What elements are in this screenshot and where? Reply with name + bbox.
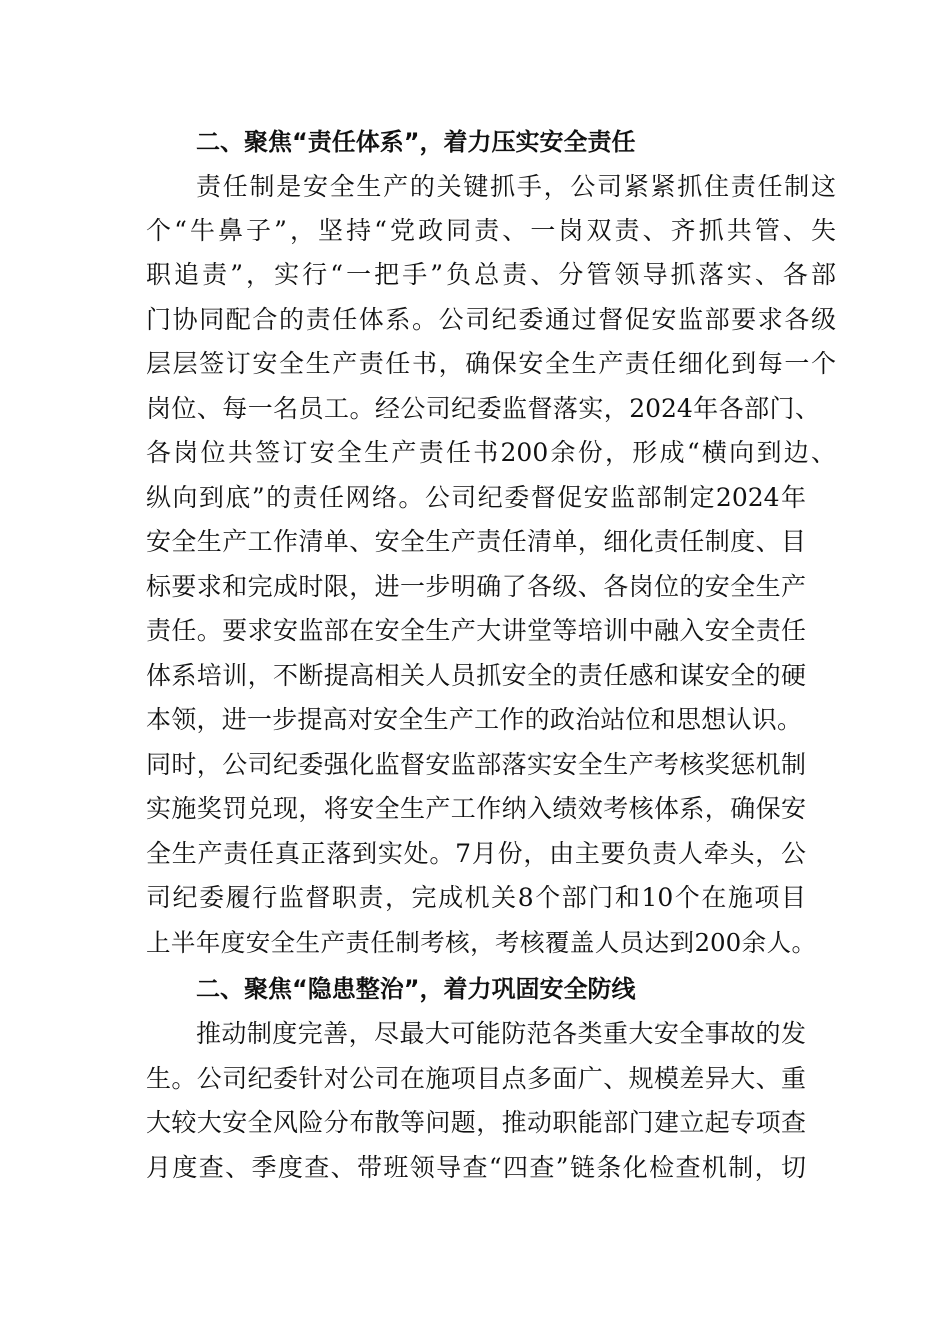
- section1-line-10: 标要求和完成时限，进一步明确了各级、各岗位的安全生产: [146, 572, 806, 601]
- section1-line-7: 各岗位共签订安全生产责任书200余份，形成“横向到边、: [146, 438, 836, 467]
- section2-line-4: 月度查、季度查、带班领导查“四查”链条化检查机制，切: [146, 1153, 806, 1182]
- section1-line-17: 司纪委履行监督职责，完成机关8个部门和10个在施项目: [146, 883, 806, 912]
- section2-line-2: 生。公司纪委针对公司在施项目点多面广、规模差异大、重: [146, 1064, 806, 1093]
- section1-line-2: 个“牛鼻子”，坚持“党政同责、一岗双责、齐抓共管、失: [146, 216, 836, 245]
- section1-line-12: 体系培训，不断提高相关人员抓安全的责任感和谋安全的硬: [146, 661, 806, 690]
- section1-line-14: 同时，公司纪委强化监督安监部落实安全生产考核奖惩机制: [146, 750, 806, 779]
- section1-heading: 二、聚焦“责任体系”，着力压实安全责任: [196, 128, 636, 156]
- section1-line-11: 责任。要求安监部在安全生产大讲堂等培训中融入安全责任: [146, 616, 806, 645]
- section1-line-15: 实施奖罚兑现，将安全生产工作纳入绩效考核体系，确保安: [146, 794, 806, 823]
- section1-line-8: 纵向到底”的责任网络。公司纪委督促安监部制定2024年: [146, 483, 806, 512]
- section1-line-13: 本领，进一步提高对安全生产工作的政治站位和思想认识。: [146, 705, 802, 734]
- section2-heading: 二、聚焦“隐患整治”，着力巩固安全防线: [196, 975, 636, 1003]
- section2-line-3: 大较大安全风险分布散等问题，推动职能部门建立起专项查: [146, 1108, 806, 1137]
- section1-line-16: 全生产责任真正落到实处。7月份，由主要负责人牵头，公: [146, 839, 806, 868]
- section1-line-5: 层层签订安全生产责任书，确保安全生产责任细化到每一个: [146, 349, 836, 378]
- section1-line-18: 上半年度安全生产责任制考核，考核覆盖人员达到200余人。: [146, 928, 816, 957]
- section1-line-4: 门协同配合的责任体系。公司纪委通过督促安监部要求各级: [146, 305, 836, 334]
- section1-line-9: 安全生产工作清单、安全生产责任清单，细化责任制度、目: [146, 527, 806, 556]
- section2-line-1: 推动制度完善，尽最大可能防范各类重大安全事故的发: [196, 1019, 806, 1048]
- section1-line-3: 职追责”，实行“一把手”负总责、分管领导抓落实、各部: [146, 260, 836, 289]
- section1-line-6: 岗位、每一名员工。经公司纪委监督落实，2024年各部门、: [146, 394, 820, 423]
- section1-line-1: 责任制是安全生产的关键抓手，公司紧紧抓住责任制这: [196, 172, 836, 201]
